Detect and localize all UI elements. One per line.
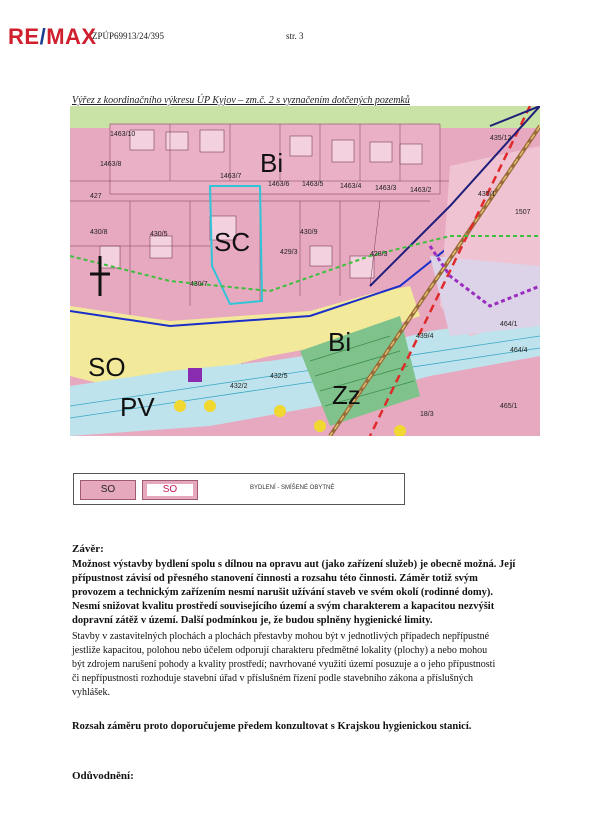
svg-text:1507: 1507 bbox=[515, 209, 531, 216]
svg-text:1463/3: 1463/3 bbox=[375, 185, 397, 192]
svg-text:430/5: 430/5 bbox=[150, 231, 168, 238]
svg-text:435/1: 435/1 bbox=[478, 191, 496, 198]
regulation-line: být zdrojem narušení pohody a kvality prostředí; navrhované využití území posuzuje a o jeho přípustnosti bbox=[72, 659, 496, 670]
zone-label-bi-top: Bi bbox=[260, 148, 284, 178]
regulation-line: Stavby v zastavitelných plochách a plochách přestavby mohou být v jednotlivých případech nepřípustné bbox=[72, 631, 490, 642]
conclusion-line: přípustnost závisí od přesného stanovení činnosti a rozsahu této činnosti. Záměr totiž svým bbox=[72, 573, 478, 584]
svg-text:464/4: 464/4 bbox=[510, 347, 528, 354]
regulation-line: jestliže kapacitou, polohou nebo účelem odporují charakteru předmětné lokality (plochy) a nebo mohou bbox=[72, 645, 488, 656]
regulation-paragraph bbox=[72, 630, 542, 700]
map-legend bbox=[73, 473, 405, 505]
legend-swatch-so-outlined bbox=[142, 480, 198, 500]
svg-text:1463/8: 1463/8 bbox=[100, 161, 122, 168]
svg-text:430/8: 430/8 bbox=[90, 229, 108, 236]
svg-text:435/12: 435/12 bbox=[490, 135, 512, 142]
svg-text:464/1: 464/1 bbox=[500, 321, 518, 328]
page-number: str. 3 bbox=[286, 31, 304, 41]
recommendation-paragraph: Rozsah záměru proto doporučujeme předem konzultovat s Krajskou hygienickou stanicí. bbox=[72, 721, 472, 732]
svg-text:1463/5: 1463/5 bbox=[302, 181, 324, 188]
svg-text:1463/4: 1463/4 bbox=[340, 183, 362, 190]
legend-swatch-so-filled: SO bbox=[80, 480, 136, 500]
document-reference: ZPÚP69913/24/395 bbox=[92, 31, 165, 41]
svg-text:429/3: 429/3 bbox=[280, 249, 298, 256]
zoning-map bbox=[70, 106, 540, 436]
conclusion-line: dopravní zátěž v území. Další podmínkou je, že budou splněny hygienické limity. bbox=[72, 615, 433, 626]
map-caption: Výřez z koordinačního výkresu ÚP Kyjov – zm.č. 2 s vyznačením dotčených pozemků bbox=[72, 95, 410, 106]
reasoning-heading: Odůvodnění: bbox=[72, 770, 134, 782]
zoning-map-drawing bbox=[70, 106, 540, 436]
svg-text:432/5: 432/5 bbox=[270, 373, 288, 380]
regulation-line: vyhlášek. bbox=[72, 687, 111, 698]
svg-text:1463/10: 1463/10 bbox=[110, 131, 136, 138]
legend-description: BYDLENÍ - SMÍŠENÉ OBYTNÉ bbox=[250, 485, 335, 491]
zone-label-zz: Zz bbox=[332, 380, 361, 410]
regulation-line: či nepřípustnosti rozhoduje stavební úřad v příslušném řízení podle stavebního zákona a příslušných bbox=[72, 673, 474, 684]
svg-text:465/1: 465/1 bbox=[500, 403, 518, 410]
legend-swatch-so-label: SO bbox=[147, 484, 193, 496]
svg-text:428/3: 428/3 bbox=[370, 251, 388, 258]
svg-text:1463/2: 1463/2 bbox=[410, 187, 432, 194]
conclusion-line: Nesmí snižovat kvalitu prostředí souvisejícího území a svým charakterem a kapacitou nezvýšit bbox=[72, 601, 495, 612]
svg-text:439/4: 439/4 bbox=[416, 333, 434, 340]
conclusion-paragraph bbox=[72, 558, 542, 628]
zone-label-so: SO bbox=[88, 352, 126, 382]
conclusion-line: Možnost výstavby bydlení spolu s dílnou na opravu aut (jako zařízení služeb) je obecně možná. Její bbox=[72, 559, 516, 570]
svg-text:427: 427 bbox=[90, 193, 102, 200]
svg-text:430/7: 430/7 bbox=[190, 281, 208, 288]
svg-text:18/3: 18/3 bbox=[420, 411, 434, 418]
zone-label-pv: PV bbox=[120, 392, 155, 422]
zone-label-sc: SC bbox=[214, 227, 251, 257]
remax-logo: RE/MAX bbox=[8, 24, 97, 49]
svg-text:1463/6: 1463/6 bbox=[268, 181, 290, 188]
conclusion-heading: Závěr: bbox=[72, 543, 104, 555]
svg-text:1463/7: 1463/7 bbox=[220, 173, 242, 180]
zone-label-bi-bottom: Bi bbox=[328, 327, 352, 357]
svg-text:430/9: 430/9 bbox=[300, 229, 318, 236]
svg-text:432/2: 432/2 bbox=[230, 383, 248, 390]
conclusion-line: provozem a technickým zařízením nesmí narušit užívání staveb ve svém okolí (rodinné domy). bbox=[72, 587, 494, 598]
